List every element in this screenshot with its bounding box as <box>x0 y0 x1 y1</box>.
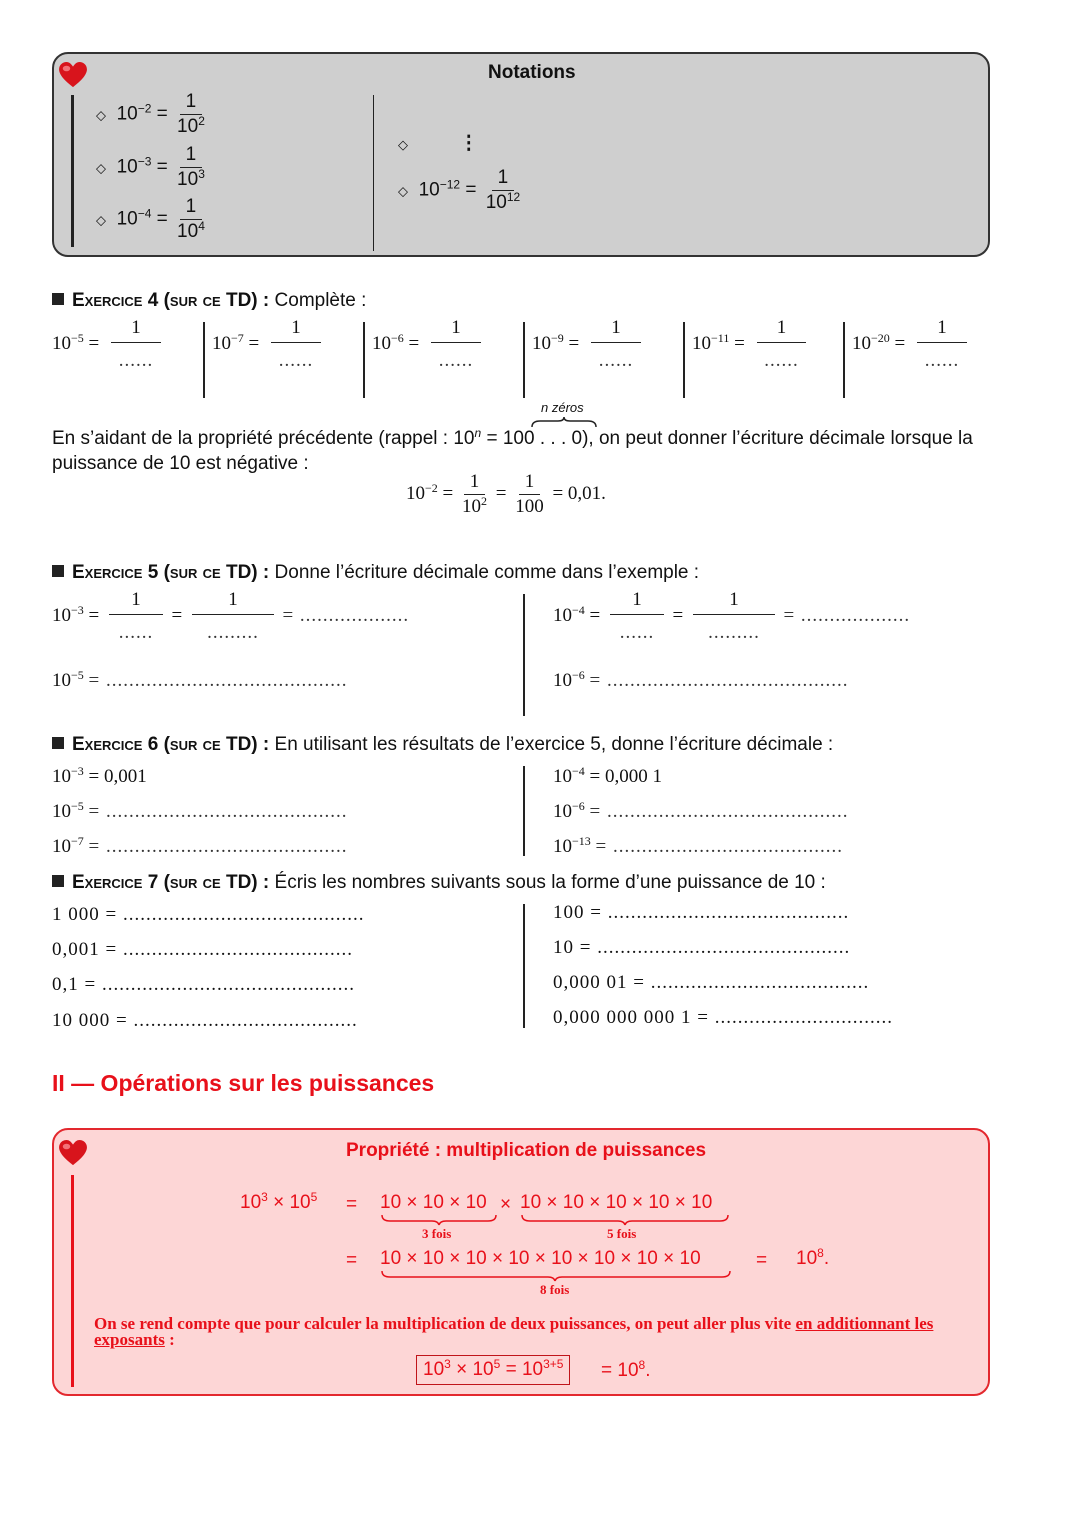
rappel-example: $10^{-2}$ = $\frac{1}{10^2}$ = $\frac{1}{100}$ = 0,01. <box>406 471 606 517</box>
ex7-right-item: 100 = .......................................... <box>553 902 850 923</box>
underbrace-icon <box>520 1214 732 1226</box>
heart-icon <box>58 1140 88 1166</box>
ex4-item: $10^{-6}$ = $\frac{1}{......}$ <box>372 318 485 371</box>
ex4-item: $10^{-9}$ = $\frac{1}{......}$ <box>532 318 645 371</box>
notations-divider <box>373 95 374 251</box>
square-bullet-icon <box>52 293 64 305</box>
notation-item: ◇ $10^{-2}$ = $\frac{1}{10^2}$ <box>96 91 205 137</box>
ex6-heading: Exercice 6 (sur ce TD) : En utilisant les résultats de l’exercice 5, donne l’écriture décimale : <box>52 734 833 756</box>
group-5-fois: 10 × 10 × 10 × 10 × 10 <box>520 1192 713 1213</box>
overbrace-icon <box>530 416 598 428</box>
notation-item-vdots: ◇ ⋮ <box>398 133 479 154</box>
property-lhs: $10^3 \times 10^5$ <box>240 1190 318 1213</box>
heart-icon <box>58 62 88 88</box>
underbrace-icon <box>380 1270 734 1282</box>
ex4-divider <box>363 322 365 398</box>
ex4-divider <box>523 322 525 398</box>
ex7-left-item: 0,001 = ........................................ <box>52 939 353 960</box>
ex7-left-item: 10 000 = ....................................... <box>52 1010 358 1031</box>
ex4-divider <box>203 322 205 398</box>
group-8-fois: 10 × 10 × 10 × 10 × 10 × 10 × 10 × 10 <box>380 1248 701 1269</box>
rappel-line-2: puissance de 10 est négative : <box>52 453 309 474</box>
ex4-item: $10^{-20}$ = $\frac{1}{......}$ <box>852 318 971 371</box>
ex6-left-item: $10^{-5}$ = .......................................... <box>52 799 348 822</box>
ex5-left-top: $10^{-3}$ = $\frac{1}{......}$ = $\frac{1}{.........}$ = ................... <box>52 589 410 643</box>
underbrace-icon <box>380 1214 498 1226</box>
ex7-right-item: 0,000 01 = ...................................... <box>553 972 870 993</box>
notation-item: ◇ $10^{-3}$ = $\frac{1}{10^3}$ <box>96 144 205 190</box>
property-result: $10^8$. <box>796 1246 830 1269</box>
property-eq: = <box>346 1250 358 1271</box>
label-3-fois: 3 fois <box>422 1226 452 1241</box>
times-sign: × <box>500 1194 512 1215</box>
ex7-right-item: 10 = ............................................ <box>553 937 851 958</box>
notation-item: ◇ $10^{-12}$ = $\frac{1}{10^{12}}$ <box>398 167 521 213</box>
ex4-item: $10^{-5}$ = $\frac{1}{......}$ <box>52 318 165 371</box>
ex7-left-item: 0,1 = ............................................ <box>52 974 355 995</box>
formula-box: $10^3 \times 10^5 = 10^{3+5}$ <box>416 1355 570 1385</box>
group-3-fois: 10 × 10 × 10 <box>380 1192 487 1213</box>
label-8-fois: 8 fois <box>540 1282 570 1297</box>
ex7-divider <box>523 904 525 1028</box>
ex6-right-item: $10^{-4} = 0,000$ 1 <box>553 764 662 787</box>
ex5-left-bottom: $10^{-5}$ = .......................................... <box>52 668 348 691</box>
ex4-divider <box>843 322 845 398</box>
notation-item: ◇ $10^{-4}$ = $\frac{1}{10^4}$ <box>96 196 205 242</box>
ex5-right-top: $10^{-4}$ = $\frac{1}{......}$ = $\frac{1}{.........}$ = ................... <box>553 589 911 643</box>
label-5-fois: 5 fois <box>607 1226 637 1241</box>
ex6-right-item: $10^{-6}$ = .......................................... <box>553 799 849 822</box>
square-bullet-icon <box>52 875 64 887</box>
ex6-divider <box>523 766 525 856</box>
ex7-left-item: 1 000 = .......................................... <box>52 904 365 925</box>
notations-title: Notations <box>488 62 576 83</box>
notations-left-bar <box>71 95 74 247</box>
ex6-left-item: $10^{-3} = 0,001$ <box>52 764 147 787</box>
section-title: II — Opérations sur les puissances <box>52 1070 435 1096</box>
ex4-item: $10^{-11}$ = $\frac{1}{......}$ <box>692 318 810 371</box>
ex4-divider <box>683 322 685 398</box>
ex6-right-item: $10^{-13}$ = ........................................ <box>553 834 843 857</box>
property-eq: = <box>346 1194 358 1215</box>
ex6-left-item: $10^{-7}$ = .......................................... <box>52 834 348 857</box>
formula-result: = $10^8$. <box>601 1358 651 1381</box>
rappel-line-1: En s’aidant de la propriété précédente (rappel : $10^n = 100$ . . . 0), on peut donner l’écriture décimale lorsque la <box>52 426 973 449</box>
ex7-heading: Exercice 7 (sur ce TD) : Écris les nombres suivants sous la forme d’une puissance de 10 : <box>52 872 826 894</box>
ex5-heading: Exercice 5 (sur ce TD) : Donne l’écriture décimale comme dans l’exemple : <box>52 562 699 584</box>
property-sentence: On se rend compte que pour calculer la multiplication de deux puissances, on peut aller plus vite en additionnant les exposants : <box>94 1314 934 1349</box>
ex7-right-item: 0,000 000 000 1 = ............................... <box>553 1007 893 1028</box>
brace-label: n zéros <box>541 400 584 415</box>
property-title: Propriété : multiplication de puissances <box>346 1140 707 1161</box>
ex4-heading: Exercice 4 (sur ce TD) : Complète : <box>52 290 366 312</box>
square-bullet-icon <box>52 565 64 577</box>
property-left-bar <box>71 1175 74 1387</box>
property-eq: = <box>756 1250 768 1271</box>
ex4-item: $10^{-7}$ = $\frac{1}{......}$ <box>212 318 325 371</box>
square-bullet-icon <box>52 737 64 749</box>
ex5-right-bottom: $10^{-6}$ = .......................................... <box>553 668 849 691</box>
ex5-divider <box>523 594 525 716</box>
